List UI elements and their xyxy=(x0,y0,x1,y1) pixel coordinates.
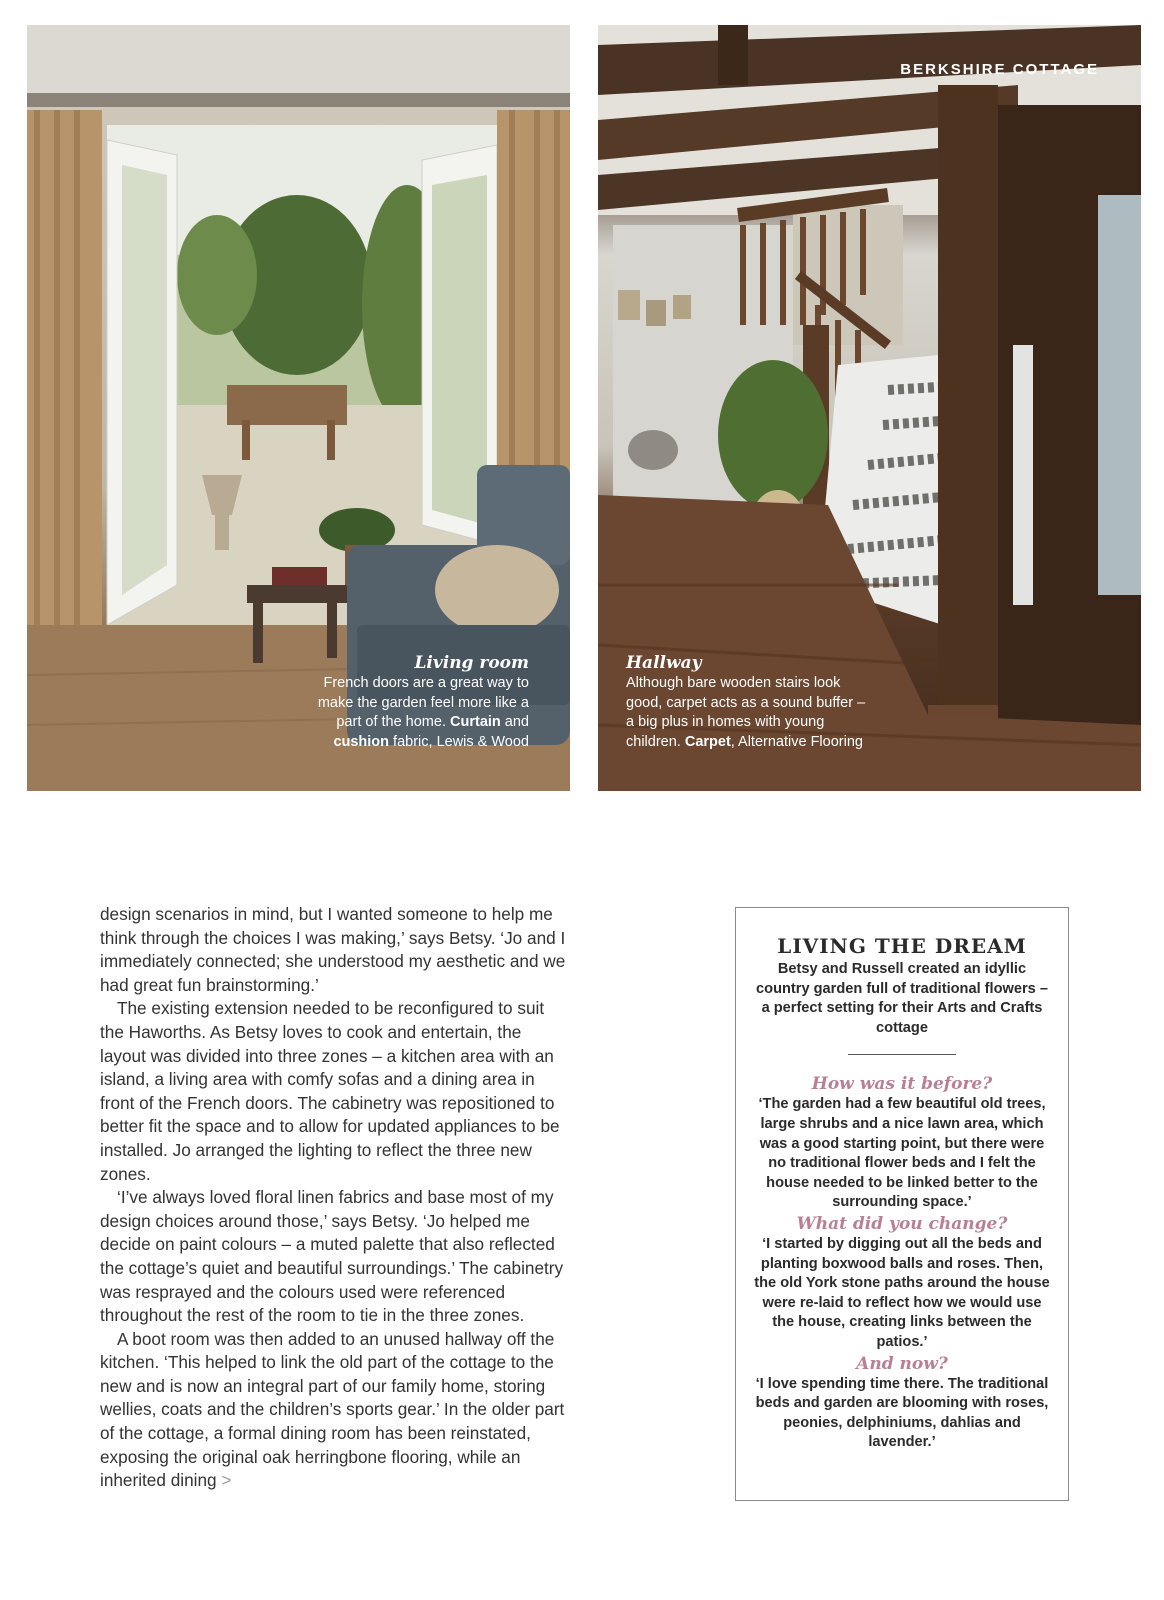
sidebar-question-1: How was it before? xyxy=(811,1074,993,1095)
continue-mark: > xyxy=(221,1470,232,1491)
hallway-caption xyxy=(626,652,866,752)
sidebar-answer-3: ‘I love spending time there. The traditional beds and garden are blooming with roses, peonies, delphiniums, dahlias and lavender.’ xyxy=(755,1375,1049,1451)
living-room-caption-text: French doors are a great way to make the garden feel more like a part of the home. Curtain and cushion fabric, Lewis & Wood xyxy=(317,675,529,750)
sidebar-intro: Betsy and Russell created an idyllic country garden full of traditional flowers – a perfect setting for their Arts and Crafts cottage xyxy=(756,961,1048,1036)
body-paragraph-1: design scenarios in mind, but I wanted someone to help me think through the choices I was making,’ says Betsy. ‘Jo and I immediately connected; she understood my aesthetic and we had great fun brainstorming.’ xyxy=(100,904,566,995)
hallway-caption-title: Hallway xyxy=(626,653,702,673)
sidebar-answer-2: ‘I started by digging out all the beds and planting boxwood balls and roses. Then, the old York stone paths around the house were re-laid to reflect how we would use the house, creating links between the patios.’ xyxy=(754,1235,1050,1350)
article-body xyxy=(100,903,570,1493)
sidebar-question-3: And now? xyxy=(856,1353,948,1374)
sidebar-answer-1: ‘The garden had a few beautiful old trees, large shrubs and a nice lawn area, which was a good starting point, but there were no traditional flower beds and I felt the house needed to be linked better to the surrounding space.’ xyxy=(758,1096,1046,1211)
body-paragraph-3: ‘I’ve always loved floral linen fabrics and base most of my design choices around those,’ says Betsy. ‘Jo helped me decide on paint colours – a muted palette that also reflected the cottage’s quiet and beautiful surroundings.’ The cabinetry was resprayed and the colours used were referenced throughout the rest of the room to tie in the three zones. xyxy=(100,1187,564,1326)
hallway-photo xyxy=(598,25,1141,791)
living-room-caption-title: Living room xyxy=(414,653,529,673)
living-room-caption xyxy=(309,652,529,752)
sidebar-divider xyxy=(848,1054,956,1055)
body-paragraph-2: The existing extension needed to be reconfigured to suit the Haworths. As Betsy loves to cook and entertain, the layout was divided into three zones – a kitchen area with an island, a living area with comfy sofas and a dining area in front of the French doors. The cabinetry was repositioned to better fit the space and to allow for updated appliances to be installed. Jo arranged the lighting to reflect the three new zones. xyxy=(100,998,560,1184)
hallway-caption-text: Although bare wooden stairs look good, carpet acts as a sound buffer – a big plus in homes with young children. Carpet, Alternative Flooring xyxy=(626,675,866,750)
living-the-dream-box xyxy=(735,907,1069,1501)
section-label: BERKSHIRE COTTAGE xyxy=(900,61,1099,78)
sidebar-question-2: What did you change? xyxy=(796,1213,1008,1234)
living-room-photo xyxy=(27,25,570,791)
sidebar-title: LIVING THE DREAM xyxy=(777,934,1027,958)
body-paragraph-4: A boot room was then added to an unused hallway off the kitchen. ‘This helped to link the old part of the cottage to the new and is now an integral part of our family home, storing wellies, coats and the children’s sports gear.’ In the older part of the cottage, a formal dining room has been reinstated, exposing the original oak herringbone flooring, while an inherited dining > xyxy=(100,1328,565,1491)
